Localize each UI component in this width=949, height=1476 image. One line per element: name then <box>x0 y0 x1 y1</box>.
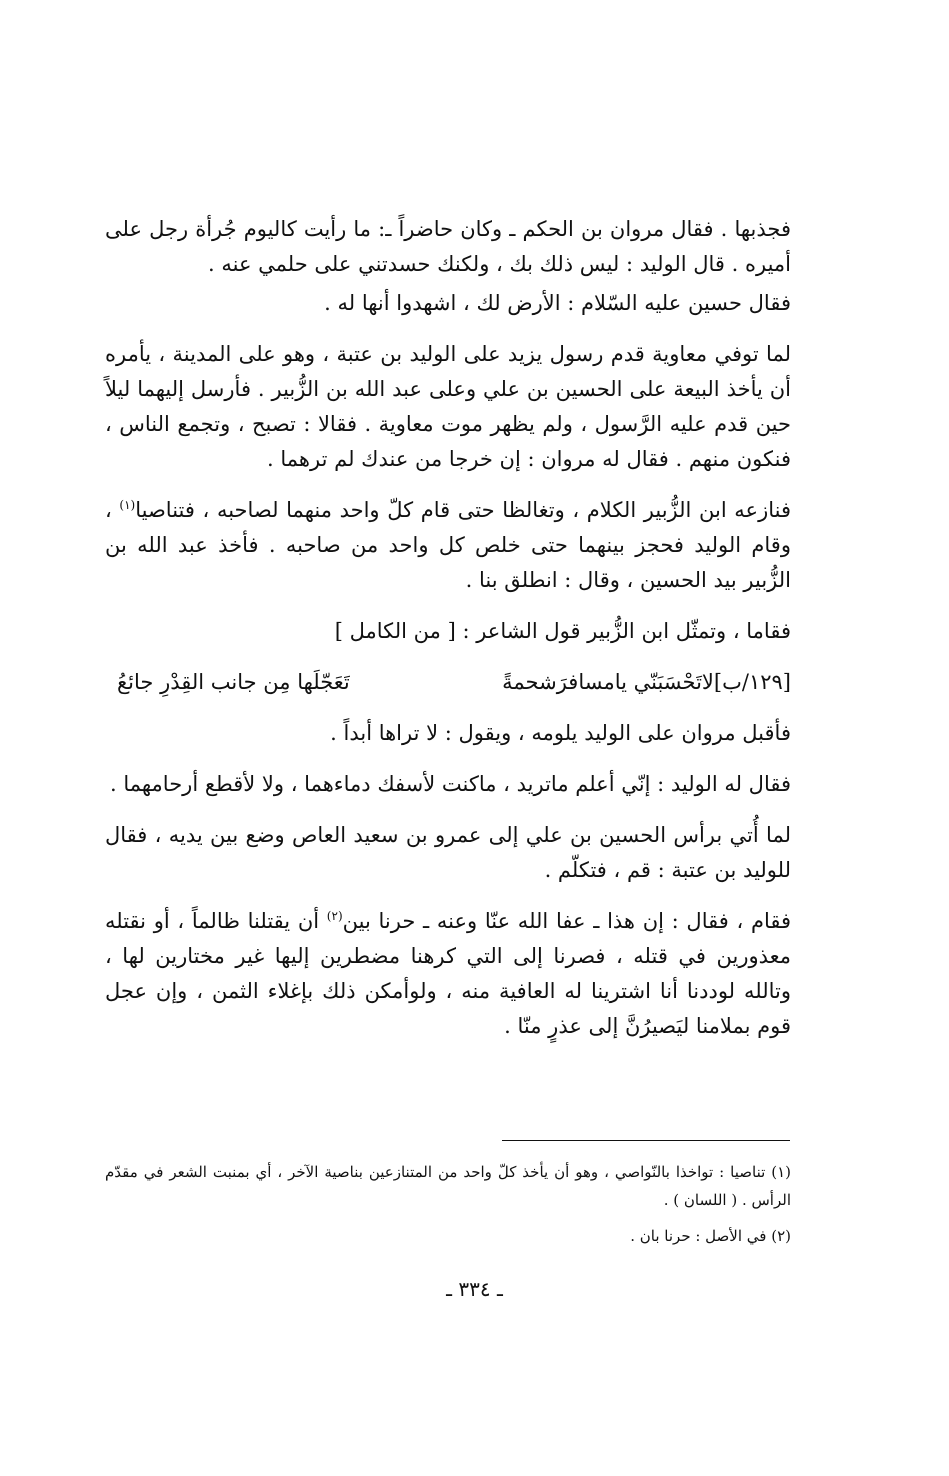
paragraph-2: فقال حسين عليه السّلام : الأرض لك ، اشهدوا أنها له . <box>324 291 791 315</box>
verse-second-hemistich: تَعَجّلَها مِن جانب القِدْرِ جائعُ <box>117 670 350 694</box>
footnote-2: (٢) في الأصل : حرنا بان . <box>630 1227 791 1245</box>
paragraph-8: لما أُتي برأس الحسين بن علي إلى عمرو بن سعيد العاص وضع بين يديه ، فقال للوليد بن عتبة : قم ، فتكلّم . <box>105 823 791 882</box>
paragraph-9-text-b: أن يقتلنا ظالماً ، أو نقتله معذورين في قتله ، فصرنا إلى التي كرهنا مضطرين إليها غير مختارين لها ، وتالله لوددنا أنا اشترينا له العافية منه ، ولوأمكن ذلك بإغلاء الثمن ، وإن عجل قوم بملامنا ليَصيرُنَّ إلى عذرٍ منّا . <box>105 909 791 1038</box>
manuscript-folio-ref: [١٢٩/ب] <box>713 670 791 694</box>
paragraph-4 <box>105 493 791 598</box>
paragraph-4-text-b: ، وقام الوليد فحجز بينهما حتى خلص كل واحد من صاحبه . فأخذ عبد الله بن الزُّبير بيد الحسين ، وقال : انطلق بنا . <box>105 498 791 592</box>
footnote-ref-1: (١) <box>119 498 136 512</box>
page-number: ـ ٣٣٤ ـ <box>446 1277 503 1301</box>
paragraph-9 <box>105 904 791 1044</box>
footnote-1: (١) تناصيا : تواخذا بالنّواصي ، وهو أن يأخذ كلّ واحد من المتنازعين بناصية الآخر ، أي بمنبت الشعر في مقدّم الرأس . ( اللسان ) . <box>105 1163 791 1209</box>
footnotes <box>105 1158 791 1258</box>
paragraph-3: لما توفي معاوية قدم رسول يزيد على الوليد بن عتبة ، وهو على المدينة ، يأمره أن يأخذ البيعة على الحسين بن علي وعلى عبد الله بن الزُّبير . فأرسل إليهما ليلاً حين قدم عليه الرَّسول ، ولم يظهر موت معاوية . فقالا : تصبح ، وتجمع الناس ، فنكون منهم . فقال له مروان : إن خرجا من عندك لم ترهما . <box>105 342 791 471</box>
paragraph-5: فقاما ، وتمثّل ابن الزُّبير قول الشاعر : [ من الكامل ] <box>334 619 791 643</box>
main-text <box>105 212 791 1060</box>
paragraph-6: فأقبل مروان على الوليد يلومه ، ويقول : لا تراها أبداً . <box>330 721 791 745</box>
paragraph-7: فقال له الوليد : إنّي أعلم ماتريد ، ماكنت لأسفك دماءهما ، ولا لأقطع أرحامهما . <box>109 772 791 796</box>
footnote-ref-2: (٢) <box>326 909 343 923</box>
paragraph-9-text-a: فقام ، فقال : إن هذا ـ عفا الله عنّا وعنه ـ حرنا بين <box>342 909 792 933</box>
verse-first-hemistich <box>502 665 791 700</box>
verse-first-text: لاتَحْسَبَنّي يامسافرَشحمةً <box>502 670 714 694</box>
footnote-separator <box>502 1140 790 1141</box>
paragraph-4-text-a: فنازعه ابن الزُّبير الكلام ، وتغالظا حتى قام كلّ واحد منهما لصاحبه ، فتناصيا <box>135 498 791 522</box>
paragraph-1: فجذبها . فقال مروان بن الحكم ـ وكان حاضراً ـ: ما رأيت كاليوم جُرأة رجل على أميره . قال الوليد : ليس ذلك بك ، ولكنك حسدتني على حلمي عنه . <box>105 217 791 276</box>
poetry-verse <box>105 665 791 700</box>
